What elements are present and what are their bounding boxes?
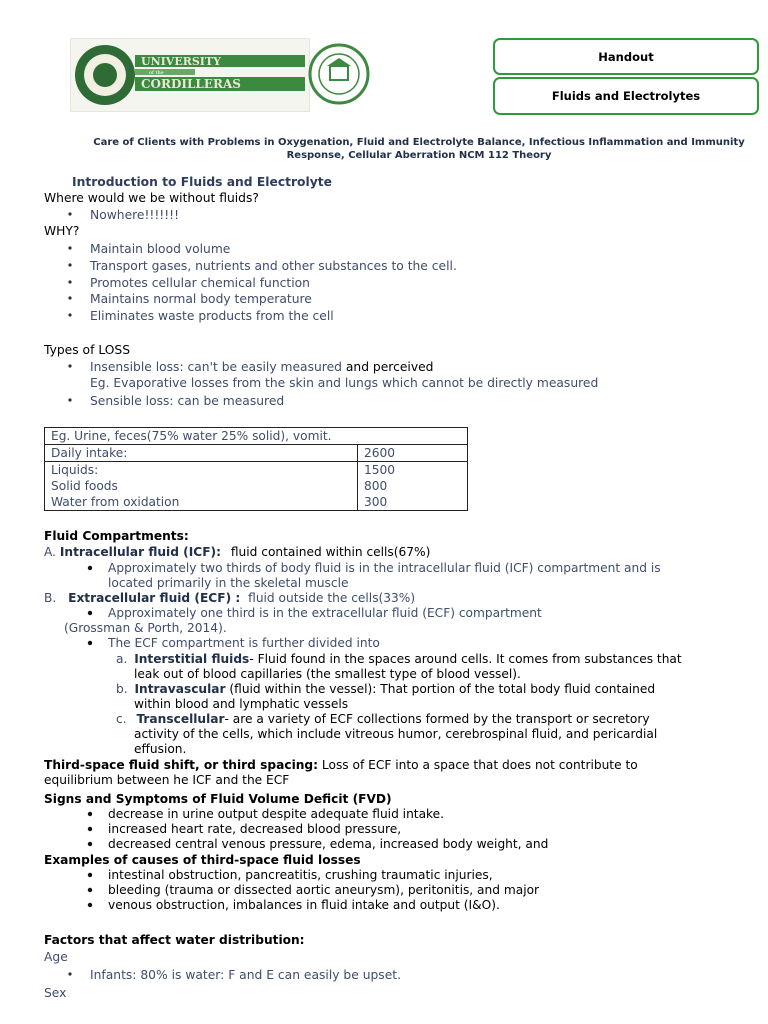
bullet-icon <box>67 279 73 285</box>
cause-item: venous obstruction, imbalances in fluid intake and output (I&O). <box>108 898 500 912</box>
bullet-icon <box>67 295 73 301</box>
table-row <box>45 445 468 462</box>
compartments-heading: Fluid Compartments: <box>44 529 189 543</box>
ecf-prefix: B. <box>44 591 57 605</box>
table-cell-label: Daily intake: <box>45 445 358 462</box>
insensible-loss-tail: and perceived <box>345 360 434 374</box>
bullet-icon <box>87 872 93 878</box>
course-title: Care of Clients with Problems in Oxygenation, Fluid and Electrolyte Balance, Infectious Inflammation and Immunity Response, Cellular Aberration NCM 112 Theory <box>93 137 745 161</box>
factor-age: Age <box>44 950 68 964</box>
icf-line <box>44 545 430 560</box>
bullet-icon <box>67 262 73 268</box>
ecf-bullet-2: The ECF compartment is further divided into <box>108 636 380 650</box>
insensible-loss <box>90 359 433 376</box>
bullet-icon <box>67 312 73 318</box>
subitem-letter: a. <box>116 652 128 666</box>
cause-item: intestinal obstruction, pancreatitis, crushing traumatic injuries, <box>108 868 493 882</box>
reason-item: Eliminates waste products from the cell <box>90 309 334 323</box>
table-caption: Eg. Urine, feces(75% water 25% solid), vomit. <box>45 428 468 445</box>
reason-item: Promotes cellular chemical function <box>90 276 310 290</box>
fvd-item: increased heart rate, decreased blood pressure, <box>108 822 402 836</box>
factor-infants: Infants: 80% is water: F and E can easily be upset. <box>90 968 402 982</box>
factor-sex: Sex <box>44 986 67 1000</box>
reason-item: Transport gases, nutrients and other substances to the cell. <box>90 259 457 273</box>
fvd-item: decreased central venous pressure, edema, increased body weight, and <box>108 837 549 851</box>
subitem-title: Interstitial fluids <box>134 652 250 666</box>
bullet-icon <box>87 902 93 908</box>
handout-label-box <box>493 38 759 75</box>
subitem-title: Intravascular <box>134 682 226 696</box>
table-row <box>45 462 468 479</box>
sensible-loss: Sensible loss: can be measured <box>90 394 285 408</box>
subitem-desc: - are a variety of ECF collections formed by the transport or secretory <box>224 712 650 726</box>
seal-graphic <box>308 39 370 109</box>
loss-heading: Types of LOSS <box>44 343 131 357</box>
bullet-icon <box>87 841 93 847</box>
intro-question: Where would we be without fluids? <box>44 191 259 205</box>
svg-text:UNIVERSITY: UNIVERSITY <box>141 55 221 68</box>
intro-answer: Nowhere!!!!!!! <box>90 208 179 222</box>
subitem-letter: c. <box>116 712 127 726</box>
bullet-icon <box>87 640 93 646</box>
topic-label: Fluids and Electrolytes <box>551 89 701 103</box>
factors-heading: Factors that affect water distribution: <box>44 933 305 947</box>
table-cell-label: Liquids: <box>45 462 358 479</box>
table-cell-value: 1500 <box>358 462 468 479</box>
subitem-interstitial-line2: leak out of blood capillaries (the smallest type of blood vessel). <box>134 667 521 681</box>
table-caption-row <box>45 428 468 445</box>
svg-text:CORDILLERAS: CORDILLERAS <box>141 77 241 91</box>
table-cell-label: Solid foods <box>45 478 358 494</box>
bullet-icon <box>87 826 93 832</box>
intake-table <box>44 427 468 511</box>
third-space-desc: Loss of ECF into a space that does not contribute to <box>321 758 638 772</box>
bullet-icon <box>67 211 73 217</box>
ecf-line <box>44 591 415 606</box>
subitem-letter: b. <box>116 682 128 696</box>
university-seal <box>308 39 370 109</box>
table-cell-value: 300 <box>358 494 468 511</box>
bullet-icon <box>87 887 93 893</box>
causes-heading: Examples of causes of third-space fluid losses <box>44 853 361 867</box>
bullet-icon <box>67 971 73 977</box>
icf-bullet-line1: Approximately two thirds of body fluid is in the intracellular fluid (ICF) compartment and is <box>108 561 661 575</box>
insensible-loss-text: Insensible loss: can't be easily measured <box>90 360 342 374</box>
cause-item: bleeding (trauma or dissected aortic aneurysm), peritonitis, and major <box>108 883 540 897</box>
subitem-transcellular <box>116 712 650 727</box>
subitem-interstitial <box>116 652 682 667</box>
icf-title: Intracellular fluid (ICF): <box>59 545 221 559</box>
subitem-intravascular-line2: within blood and lymphatic vessels <box>134 697 349 711</box>
bullet-icon <box>87 610 93 616</box>
ecf-title: Extracellular fluid (ECF) : <box>68 591 241 605</box>
svg-text:of the: of the <box>149 70 164 76</box>
subitem-desc: - Fluid found in the spaces around cells. It comes from substances that <box>249 652 682 666</box>
fvd-heading: Signs and Symptoms of Fluid Volume Deficit (FVD) <box>44 792 392 806</box>
icf-bullet-line2: located primarily in the skeletal muscle <box>108 576 349 590</box>
reason-item: Maintains normal body temperature <box>90 292 312 306</box>
insensible-example: Eg. Evaporative losses from the skin and lungs which cannot be directly measured <box>90 376 599 390</box>
table-cell-label: Water from oxidation <box>45 494 358 511</box>
university-logo-graphic <box>71 39 309 111</box>
bullet-icon <box>67 363 73 369</box>
third-space-title: Third-space fluid shift, or third spacing: <box>44 758 319 772</box>
topic-label-box <box>493 77 759 115</box>
bullet-icon <box>67 397 73 403</box>
third-space-line2: equilibrium between he ICF and the ECF <box>44 773 290 787</box>
bullet-icon <box>87 565 93 571</box>
subitem-desc: (fluid within the vessel): That portion of the total body fluid contained <box>229 682 656 696</box>
third-space-line1 <box>44 758 638 773</box>
handout-label: Handout <box>598 49 654 64</box>
university-logo <box>70 38 310 112</box>
bullet-icon <box>67 245 73 251</box>
subitem-intravascular <box>116 682 655 697</box>
icf-prefix: A. <box>44 545 56 559</box>
ecf-bullet: Approximately one third is in the extracellular fluid (ECF) compartment <box>108 606 542 620</box>
subitem-transcellular-line3: effusion. <box>134 742 187 756</box>
intro-heading: Introduction to Fluids and Electrolyte <box>72 175 332 189</box>
ecf-desc: fluid outside the cells(33%) <box>248 591 416 605</box>
icf-desc: fluid contained within cells(67%) <box>230 545 431 559</box>
why-label: WHY? <box>44 224 80 238</box>
table-row <box>45 478 468 494</box>
reason-item: Maintain blood volume <box>90 242 231 256</box>
table-cell-value: 800 <box>358 478 468 494</box>
ecf-citation: (Grossman & Porth, 2014). <box>64 621 227 635</box>
subitem-transcellular-line2: activity of the cells, which include vitreous humor, cerebrospinal fluid, and pericardial <box>134 727 658 741</box>
subitem-title: Transcellular <box>136 712 225 726</box>
bullet-icon <box>87 811 93 817</box>
table-cell-value: 2600 <box>358 445 468 462</box>
table-row <box>45 494 468 511</box>
fvd-item: decrease in urine output despite adequate fluid intake. <box>108 807 445 821</box>
